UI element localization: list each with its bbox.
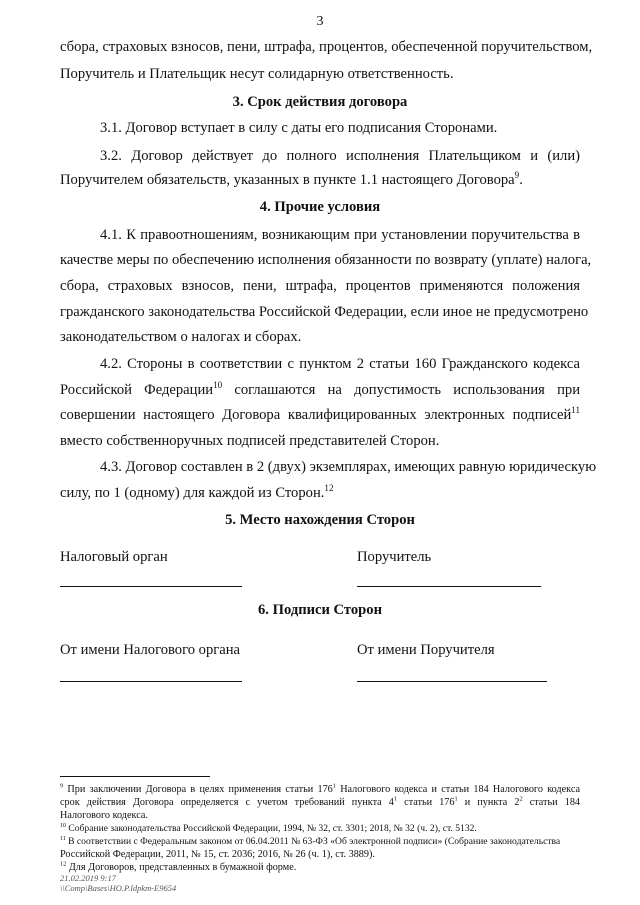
- page-number: 3: [316, 14, 324, 29]
- clause-4-1-line-4: гражданского законодательства Российской Федерации, если иное не предусмотрено: [60, 304, 589, 320]
- guarantor-address-line: [357, 586, 541, 587]
- section-5-heading: 5. Место нахождения Сторон: [225, 512, 415, 528]
- footnote-11-line-2: Российской Федерации, 2011, № 15, ст. 2036; 2016, № 26 (ч. 1), ст. 3889).: [60, 849, 375, 860]
- section-6-heading: 6. Подписи Сторон: [258, 602, 382, 618]
- clause-4-2-line-4: вместо собственноручных подписей представителей Сторон.: [60, 433, 440, 449]
- tax-authority-label: Налоговый орган: [60, 549, 168, 565]
- clause-3-1: 3.1. Договор вступает в силу с даты его подписания Сторонами.: [100, 120, 498, 136]
- clause-3-2-line-1: 3.2. Договор действует до полного исполнения Плательщиком и (или): [100, 148, 580, 164]
- continuation-line-2: Поручитель и Плательщик несут солидарную ответственность.: [60, 66, 454, 82]
- section-3-heading: 3. Срок действия договора: [232, 94, 408, 110]
- footnote-12: $^{12}$ Для Договоров, представленных в бумажной форме.: [60, 860, 297, 873]
- footnote-11-line-1: $^{11}$ В соответствии с Федеральным законом от 06.04.2011 № 63-ФЗ «Об электронной подписи» (Собрание законодательства: [60, 835, 561, 847]
- clause-4-1-line-2: качестве меры по обеспечению исполнения обязанности по возврату (уплате) налога,: [60, 252, 592, 268]
- clause-4-1-line-1: 4.1. К правоотношениям, возникающим при установлении поручительства в: [100, 227, 580, 243]
- tax-authority-address-line: [60, 586, 242, 587]
- clause-4-2-line-3: совершении настоящего Договора квалифицированных электронных подписей$^{11}$: [60, 405, 580, 423]
- clause-4-2-line-1: 4.2. Стороны в соответствии с пунктом 2 статьи 160 Гражданского кодекса: [100, 356, 580, 372]
- footnote-ref-12: 12: [324, 483, 334, 494]
- on-behalf-tax-authority-label: От имени Налогового органа: [60, 642, 240, 658]
- guarantor-signature-line: [357, 681, 547, 682]
- footnote-ref-11: 11: [571, 405, 580, 416]
- file-path: \\Comp\Bases\НО.Р.ldpkm-E9654: [60, 883, 177, 893]
- footnote-9-line-1: $^9$ При заключении Договора в целях применения статьи $176^1$ Налогового кодекса и статьи 184 Налогового кодекса: [60, 782, 580, 795]
- guarantor-label: Поручитель: [357, 549, 432, 565]
- footnote-ref-10: 10: [213, 380, 223, 391]
- tax-authority-signature-line: [60, 681, 242, 682]
- continuation-line-1: сбора, страховых взносов, пени, штрафа, процентов, обеспеченной поручительством,: [60, 39, 593, 55]
- clause-4-1-line-5: законодательством о налогах и сборах.: [60, 329, 302, 345]
- clause-4-1-line-3: сбора, страховых взносов, пени, штрафа, процентов применяются положения: [60, 278, 580, 294]
- clause-3-2-line-2: Поручителем обязательств, указанных в пункте 1.1 настоящего Договора$^9$.: [60, 170, 523, 188]
- section-4-heading: 4. Прочие условия: [259, 199, 381, 215]
- on-behalf-guarantor-label: От имени Поручителя: [357, 642, 495, 658]
- footnote-10: $^{10}$ Собрание законодательства Российской Федерации, 1994, № 32, ст. 3301; 2018, № 32 (ч. 2), ст. 5132.: [60, 822, 477, 834]
- footnote-9-line-3: Налогового кодекса.: [60, 810, 148, 821]
- footnote-separator: [60, 776, 210, 777]
- print-timestamp: 21.02.2019 9:17: [60, 873, 116, 883]
- clause-4-2-line-2: Российской Федерации$^{10}$ соглашаются на допустимость использования при: [60, 380, 581, 398]
- footnote-ref-9: 9: [514, 170, 520, 181]
- footnote-9-line-2: срок действия Договора определяется с учетом требований пункта $4^1$ статьи $176^1$ и пункта $2^2$ статьи 184: [60, 795, 581, 808]
- clause-4-3-line-1: 4.3. Договор составлен в 2 (двух) экземплярах, имеющих равную юридическую: [100, 459, 597, 475]
- clause-4-3-line-2: силу, по 1 (одному) для каждой из Сторон.$^{12}$: [60, 483, 334, 501]
